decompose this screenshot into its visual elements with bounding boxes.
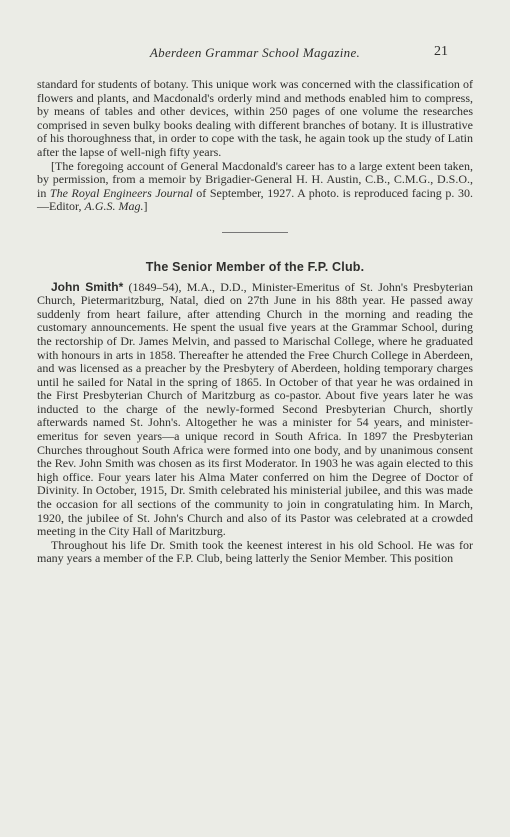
page-number: 21 [434,44,448,59]
running-head [0,45,510,65]
text-column [37,78,473,566]
article-paragraph [37,281,473,539]
editor-note-text: [The foregoing account of General Macdonald's career has to a large extent been taken, by permission, from a memoir by Brigadier-General H. H. Austin, C.B., C.M.G., D.S.O., in [37,158,473,200]
article-paragraph-2: Throughout his life Dr. Smith took the keenest interest in his old School. He was for many years a member of the F.P. Club, being latterly the Senior Member. This position [37,537,473,566]
magazine-abbrev: A.G.S. Mag. [84,199,144,214]
continuation-paragraph: standard for students of botany. This unique work was concerned with the classification of flowers and plants, and Macdonald's orderly mind and methods enabled him to compress, by means of tables and other devices, within 250 pages of one volume the researches comprised in seven bulky books dealing with different branches of botany. It is illustrative of his thoroughness that, in order to cope with the task, he again took up the study of Latin after the lapse of well-nigh fifty years. [37,77,473,159]
article-paragraph-text: (1849–54), M.A., D.D., Minister-Emeritus of St. John's Presbyterian Church, Pietermaritzburg, Natal, died on 27th June in his 88th year. He passed away suddenly from heart failure, after attending Church in the morning and reading the customary announcements. He spent the usual five years at the Grammar School, during the rectorship of Dr. James Melvin, and passed to Marischal College, where he graduated with honours in arts in 1858. Thereafter he attended the Free Church College in Aberdeen, and was licensed as a preacher by the Presbytery of Aberdeen, holding temporary charges until he sailed for Natal in the spring of 1865. In October of that year he was ordained in the First Presbyterian Church of Maritzburg as co-pastor. About five years later he was inducted to the charge of the newly-formed Second Presbyterian Church, shortly afterwards named St. John's. Altogether he was a minister for 54 years, and minister-emeritus for seven years—a unique record in South Africa. In 1897 the Presbyterian Churches throughout South Africa were formed into one body, and by unanimous consent the Rev. John Smith was chosen as its first Moderator. In 1903 he was again elected to this high office. Four years later his Alma Mater conferred on him the Degree of Doctor of Divinity. In October, 1915, Dr. Smith celebrated his ministerial jubilee, and this was made the occasion for all sections of the community to join in congratulating him. In March, 1920, the jubilee of St. John's Church and also of its Pastor was celebrated at a crowded meeting in the City Hall of Maritzburg. [37,279,473,539]
running-title: Aberdeen Grammar School Magazine. [149,45,361,60]
section-divider [222,232,288,233]
journal-title: The Royal Engineers Journal [49,185,193,200]
editor-note-text-2: of September, 1927. A photo. is reproduced facing p. 30.—Editor, [37,185,473,214]
subject-name: John Smith* [51,279,124,294]
article-title: The Senior Member of the F.P. Club. [145,259,365,274]
editor-note-close: ] [143,199,148,214]
editor-note [37,160,473,214]
